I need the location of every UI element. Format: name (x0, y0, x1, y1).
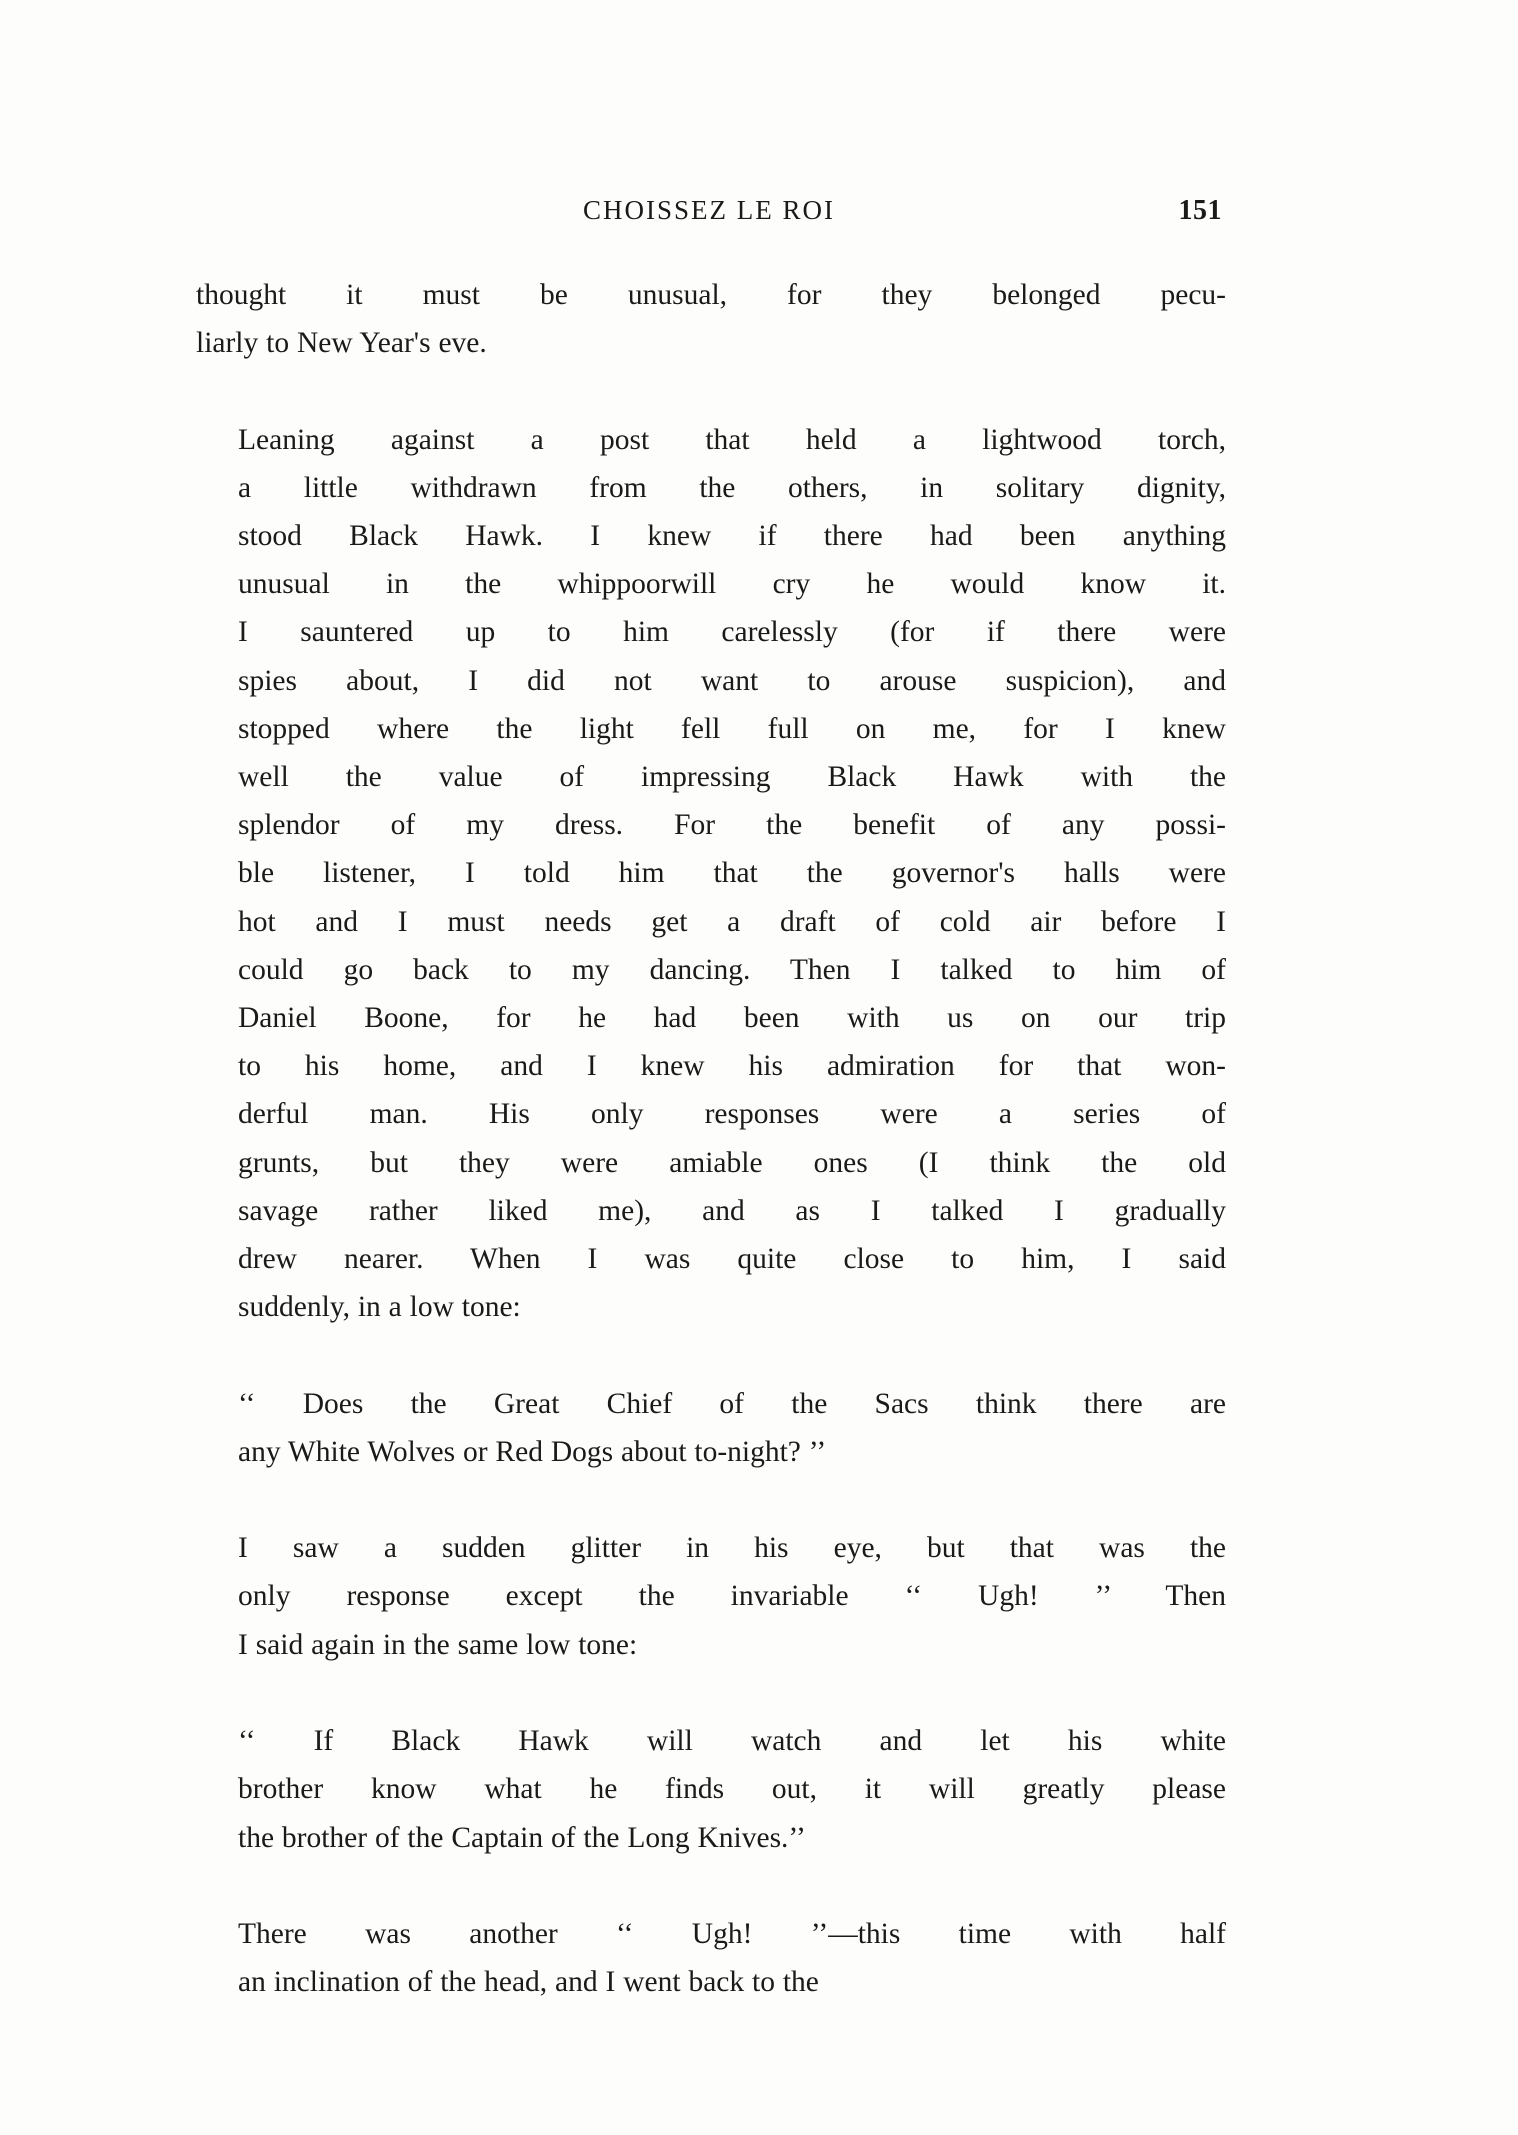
text-line: suddenly, in a low tone: (238, 1291, 521, 1324)
text-line: Daniel Boone, for he had been with us on our trip (238, 1002, 1226, 1035)
text-line: only response except the invariable ‘‘ Ugh! ’’ Then (238, 1580, 1226, 1613)
text-line: drew nearer. When I was quite close to him, I said (238, 1243, 1226, 1276)
text-line: hot and I must needs get a draft of cold air before I (238, 905, 1226, 938)
text-line: derful man. His only responses were a series of (238, 1098, 1226, 1131)
paragraph (196, 416, 1226, 1380)
text-line: an inclination of the head, and I went back to the (238, 1966, 819, 1999)
page-number: 151 (1178, 195, 1222, 226)
page-content (196, 195, 1226, 2055)
text-line: any White Wolves or Red Dogs about to-night? ’’ (238, 1435, 827, 1468)
text-line: I sauntered up to him carelessly (for if there were (238, 616, 1226, 649)
text-line: well the value of impressing Black Hawk with the (238, 761, 1226, 794)
text-line: grunts, but they were amiable ones (I think the old (238, 1146, 1226, 1179)
text-line: I said again in the same low tone: (238, 1628, 638, 1661)
running-head (196, 195, 1226, 227)
text-line: splendor of my dress. For the benefit of any possi- (238, 809, 1226, 842)
text-line: the brother of the Captain of the Long Knives.’’ (238, 1821, 806, 1854)
text-line: thought it must be unusual, for they belonged pecu- (196, 279, 1226, 311)
chapter-title: CHOISSEZ LE ROI (583, 195, 835, 225)
paragraph (196, 1717, 1226, 1910)
text-line: liarly to New Year's eve. (196, 327, 487, 360)
text-line: spies about, I did not want to arouse suspicion), and (238, 664, 1226, 697)
text-line: brother know what he finds out, it will greatly please (238, 1773, 1226, 1806)
text-line: savage rather liked me), and as I talked I gradually (238, 1194, 1226, 1227)
text-line: There was another ‘‘ Ugh! ’’—this time with half (238, 1917, 1226, 1950)
text-line: stopped where the light fell full on me, for I knew (238, 712, 1226, 745)
text-line: ble listener, I told him that the governor's halls were (238, 857, 1226, 890)
body-text (196, 271, 1226, 2055)
text-line: I saw a sudden glitter in his eye, but that was the (238, 1532, 1226, 1565)
text-line: could go back to my dancing. Then I talked to him of (238, 953, 1226, 986)
paragraph (196, 1380, 1226, 1525)
paragraph (196, 1910, 1226, 2055)
text-line: Leaning against a post that held a lightwood torch, (238, 423, 1226, 456)
text-line: to his home, and I knew his admiration for that won- (238, 1050, 1226, 1083)
paragraph (196, 1524, 1226, 1717)
paragraph (196, 271, 1226, 416)
text-line: stood Black Hawk. I knew if there had been anything (238, 520, 1226, 553)
text-line: unusual in the whippoorwill cry he would know it. (238, 568, 1226, 601)
text-line: ‘‘ If Black Hawk will watch and let his white (238, 1725, 1226, 1758)
text-line: ‘‘ Does the Great Chief of the Sacs think there are (238, 1387, 1226, 1420)
text-line: a little withdrawn from the others, in solitary dignity, (238, 471, 1226, 504)
